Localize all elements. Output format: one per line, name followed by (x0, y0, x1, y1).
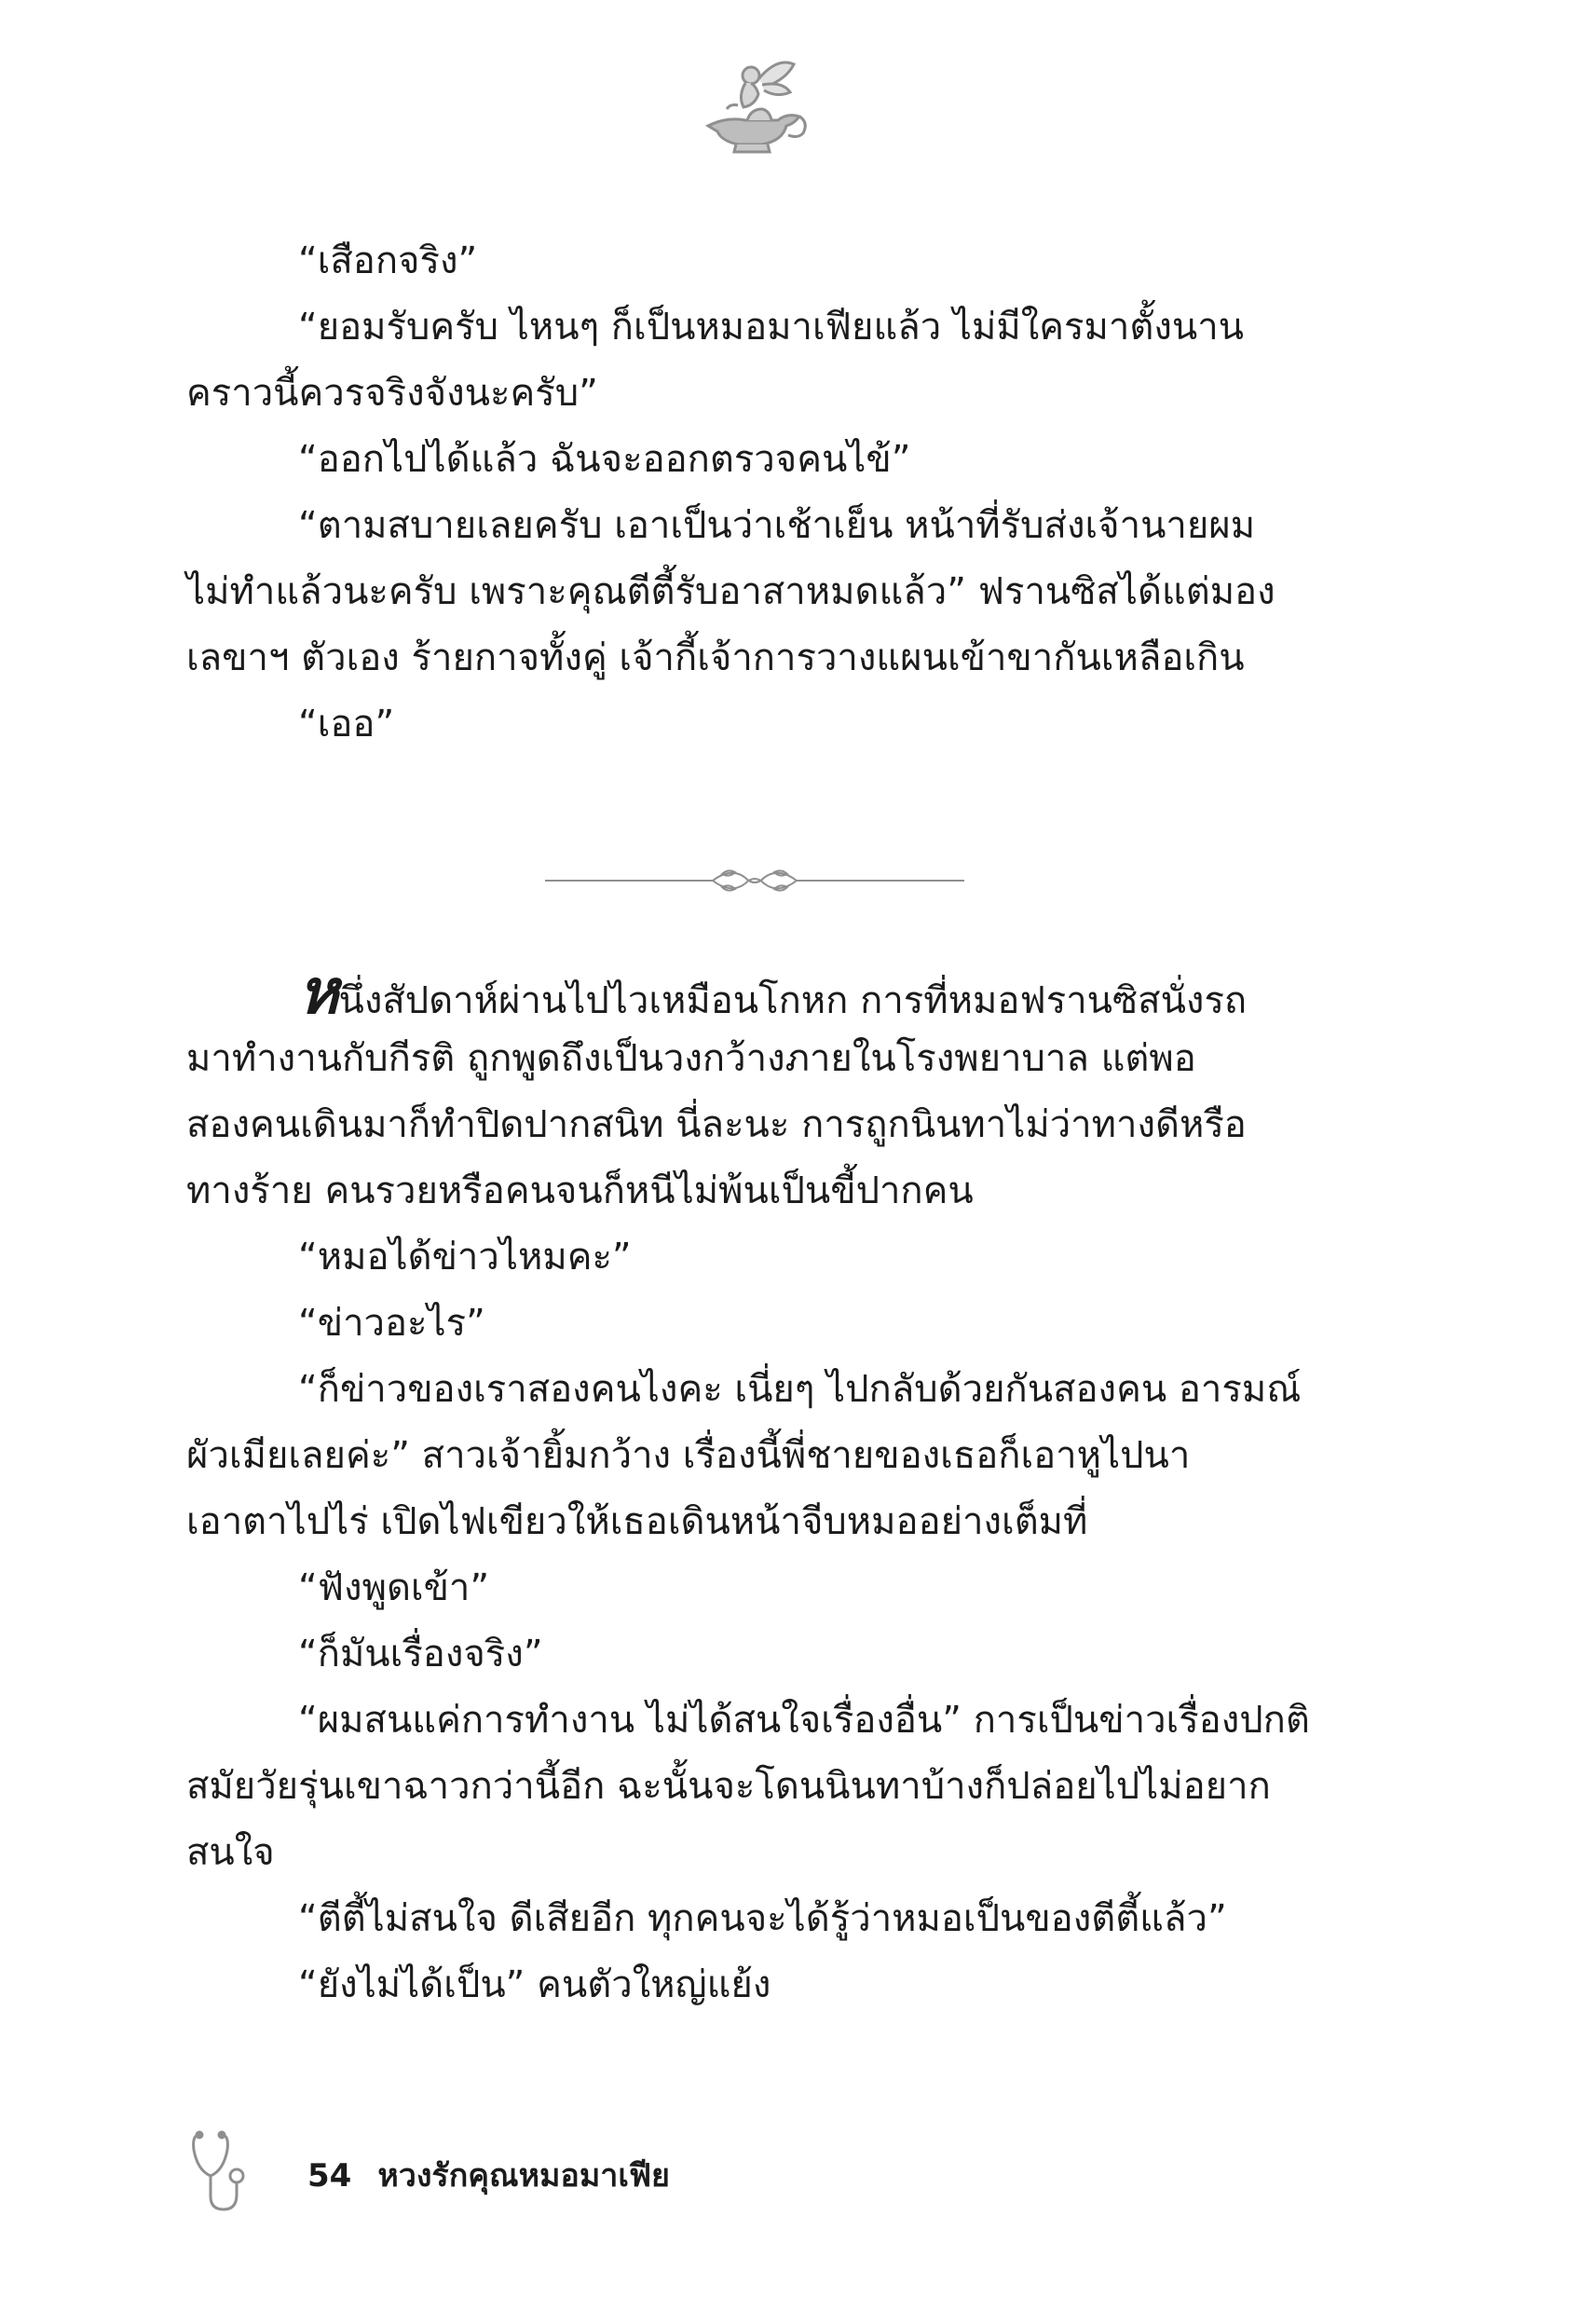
paragraph-line: “ก็ข่าวของเราสองคนไงคะ เนี่ยๆ ไปกลับด้วยกันสองคน อารมณ์ (298, 1368, 1302, 1411)
lamp-with-cupid-icon (689, 51, 815, 158)
paragraph-line: คราวนี้ควรจริงจังนะครับ” (186, 372, 598, 415)
paragraph-line: “ฟังพูดเข้า” (298, 1566, 490, 1609)
paragraph-line: “ยังไม่ได้เป็น” คนตัวใหญ่แย้ง (298, 1963, 771, 2006)
paragraph-line: มาทำงานกับกีรติ ถูกพูดถึงเป็นวงกว้างภายในโรงพยาบาล แต่พอ (186, 1037, 1196, 1080)
paragraph-line: “ยอมรับครับ ไหนๆ ก็เป็นหมอมาเฟียแล้ว ไม่มีใครมาตั้งนาน (298, 306, 1245, 349)
paragraph-line: “หมอได้ข่าวไหมคะ” (298, 1236, 632, 1279)
paragraph-line: สนใจ (186, 1831, 275, 1874)
paragraph-line: “เออ” (298, 703, 395, 745)
paragraph-line: เลขาฯ ตัวเอง ร้ายกาจทั้งคู่ เจ้ากี้เจ้าการวางแผนเข้าขากันเหลือเกิน (186, 636, 1245, 679)
paragraph-line: ทางร้าย คนรวยหรือคนจนก็หนีไม่พ้นเป็นขี้ปากคน (186, 1169, 974, 1212)
paragraph-line: เอาตาไปไร่ เปิดไฟเขียวให้เธอเดินหน้าจีบหมออย่างเต็มที่ (186, 1500, 1088, 1543)
page-footer (307, 2157, 670, 2195)
drop-cap: ห (298, 956, 339, 1028)
paragraph-line: “ข่าวอะไร” (298, 1302, 485, 1345)
paragraph-line: “ตามสบายเลยครับ เอาเป็นว่าเช้าเย็น หน้าที่รับส่งเจ้านายผม (298, 504, 1256, 547)
scroll-divider-ornament (545, 857, 964, 904)
paragraph-line: สองคนเดินมาก็ทำปิดปากสนิท นี่ละนะ การถูกนินทาไม่ว่าทางดีหรือ (186, 1103, 1247, 1146)
paragraph-line: ผัวเมียเลยค่ะ” สาวเจ้ายิ้มกว้าง เรื่องนี้พี่ชายของเธอก็เอาหูไปนา (186, 1434, 1191, 1477)
paragraph-line: “ผมสนแค่การทำงาน ไม่ได้สนใจเรื่องอื่น” การเป็นข่าวเรื่องปกติ (298, 1699, 1310, 1742)
page-number: 54 (307, 2157, 352, 2195)
stethoscope-icon (186, 2129, 252, 2218)
paragraph-line: “เสือกจริง” (298, 239, 478, 282)
book-title: หวงรักคุณหมอมาเฟีย (377, 2157, 670, 2195)
paragraph-line: ไม่ทำแล้วนะครับ เพราะคุณตีตี้รับอาสาหมดแล้ว” ฟรานซิสได้แต่มอง (186, 570, 1275, 613)
paragraph-line: สมัยวัยรุ่นเขาฉาวกว่านี้อีก ฉะนั้นจะโดนนินทาบ้างก็ปล่อยไปไม่อยาก (186, 1765, 1271, 1808)
paragraph-line: “ออกไปได้แล้ว ฉันจะออกตรวจคนไข้” (298, 438, 911, 481)
paragraph-text: นึ่งสัปดาห์ผ่านไปไวเหมือนโกหก การที่หมอฟรานซิสนั่งรถ (338, 979, 1248, 1022)
paragraph-line-with-dropcap (186, 956, 1332, 1028)
paragraph-line: “ก็มันเรื่องจริง” (298, 1633, 543, 1675)
paragraph-line: “ตีตี้ไม่สนใจ ดีเสียอีก ทุกคนจะได้รู้ว่าหมอเป็นของตีตี้แล้ว” (298, 1897, 1227, 1940)
